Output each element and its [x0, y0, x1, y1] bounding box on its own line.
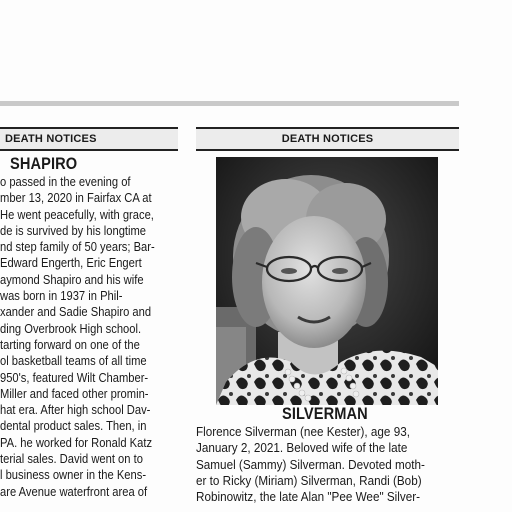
text-line: Florence Silverman (nee Kester), age 93, [196, 424, 410, 439]
section-header-right [196, 127, 459, 151]
text-line: January 2, 2021. Beloved wife of the late [196, 440, 408, 456]
text-line: Edward Engerth, Eric Engert [0, 255, 142, 271]
obituary-text-shapiro [0, 174, 178, 500]
text-line: 950's, featured Wilt Chamber- [0, 369, 149, 385]
text-line: are Avenue waterfront area of [0, 483, 148, 499]
text-line: was born in 1937 in Phil- [0, 288, 123, 304]
portrait-photo [216, 157, 438, 405]
top-divider-rule [0, 101, 459, 106]
text-line: ding Overbrook High school. [0, 320, 142, 336]
text-line: He went peacefully, with grace, [0, 206, 154, 222]
section-header-right-label: DEATH NOTICES [281, 133, 374, 145]
text-line: de is survived by his longtime [0, 222, 147, 238]
text-line: ol basketball teams of all time [0, 353, 147, 369]
obituary-name-silverman: SILVERMAN [282, 404, 368, 423]
text-line: aymond Shapiro and his wife [0, 271, 144, 287]
text-line: mber 13, 2020 in Fairfax CA at [0, 190, 152, 206]
text-line: nd step family of 50 years; Bar- [0, 239, 155, 255]
text-line: terial sales. David went on to [0, 451, 143, 467]
text-line: hat era. After high school Dav- [0, 402, 151, 418]
section-header-left-label: DEATH NOTICES [5, 133, 97, 145]
text-line: tarting forward on one of the [0, 336, 140, 352]
obituary-text-silverman [196, 424, 459, 505]
text-line: er to Ricky (Miriam) Silverman, Randi (Bob) [196, 472, 422, 488]
obituary-name-shapiro: SHAPIRO [10, 154, 78, 173]
text-line: l business owner in the Kens- [0, 467, 147, 483]
section-header-left [0, 127, 178, 151]
text-line: dental product sales. Then, in [0, 418, 147, 434]
text-line: Miller and faced other promin- [0, 385, 149, 401]
text-line: Robinowitz, the late Alan "Pee Wee" Silver- [196, 489, 421, 505]
text-line: Samuel (Sammy) Silverman. Devoted moth- [196, 456, 425, 472]
text-line: PA. he worked for Ronald Katz [0, 434, 153, 450]
text-line: o passed in the evening of [0, 174, 131, 189]
text-line: xander and Sadie Shapiro and [0, 304, 152, 320]
